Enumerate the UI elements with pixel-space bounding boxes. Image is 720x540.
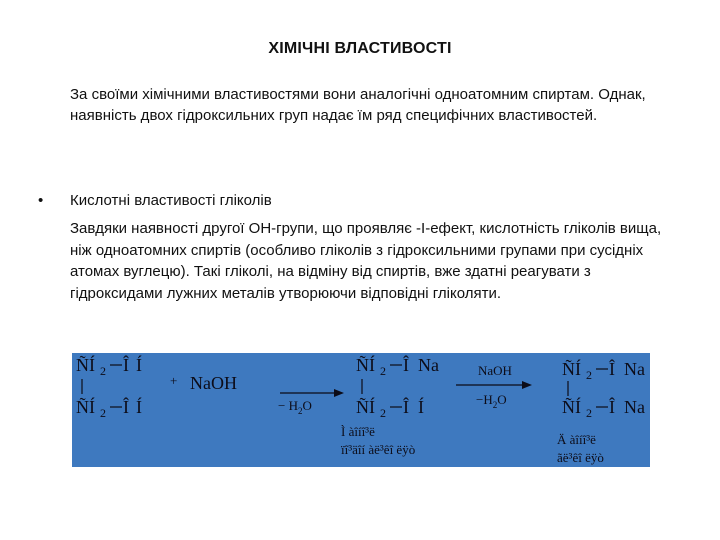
reactant-glycol <box>76 354 142 420</box>
intermediate-monoalkoxide <box>340 354 439 457</box>
intermediate-top-ch: ÑÍ <box>356 355 375 375</box>
intermediate-label-line2: ïî³äîí àë³êî ëÿò <box>341 442 416 457</box>
reactant-top-ch: ÑÍ <box>76 355 95 375</box>
intermediate-bottom-sub: 2 <box>380 406 386 420</box>
reaction-scheme-drawing <box>72 353 650 467</box>
reaction-scheme <box>72 353 650 467</box>
product-top-sub: 2 <box>586 368 592 382</box>
arrow-2-water-loss: $-H_2O$ <box>476 392 507 410</box>
reactant-top-sub: 2 <box>100 364 106 378</box>
bullet-marker: • <box>38 192 44 209</box>
intermediate-top-o: Î <box>403 355 409 375</box>
plus-sign: + <box>170 373 178 388</box>
slide-title: ХІМІЧНІ ВЛАСТИВОСТІ <box>268 40 452 57</box>
reactant-bottom-sub: 2 <box>100 406 106 420</box>
product-dialkoxide <box>557 358 645 465</box>
reactant-top-o: Î <box>123 355 129 375</box>
bullet-heading: Кислотні властивості гліколів <box>70 192 272 209</box>
product-top-o: Î <box>609 359 615 379</box>
reagent-naoh: NaOH <box>190 373 237 393</box>
reactant-top-h: Í <box>136 355 142 375</box>
arrow-1 <box>280 389 344 397</box>
reactant-bottom-h: Í <box>136 397 142 417</box>
intermediate-label-line1: Ì àîíî³ë <box>341 424 375 439</box>
bullet-body: Завдяки наявності другої ОН-групи, що проявляє -І-ефект, кислотність гліколів вища, ніж одноатомних спиртів (особливо гліколів з гідроксильними групами при сусідніх атомах вуглецю). Такі гліколі, на відміну від спиртів, вже здатні реагувати з гідроксидами лужних металів утворюючи відповідні гліколяти. <box>70 220 662 302</box>
product-label-line1: Ä àîíî³ë <box>557 432 596 447</box>
intermediate-bottom-h: Í <box>418 397 424 417</box>
product-bottom-na: Na <box>624 397 645 417</box>
intermediate-bottom-ch: ÑÍ <box>356 397 375 417</box>
arrow-2 <box>456 381 532 389</box>
arrow-1-water-loss: − $H_2O$ <box>278 398 312 416</box>
product-label-line2: ãë³êî ëÿò <box>557 450 604 465</box>
product-top-ch: ÑÍ <box>562 359 581 379</box>
product-bottom-sub: 2 <box>586 406 592 420</box>
product-bottom-o: Î <box>609 397 615 417</box>
product-bottom-ch: ÑÍ <box>562 397 581 417</box>
product-top-na: Na <box>624 359 645 379</box>
intermediate-top-sub: 2 <box>380 364 386 378</box>
intermediate-bottom-o: Î <box>403 397 409 417</box>
reactant-bottom-o: Î <box>123 397 129 417</box>
intro-paragraph: За своїми хімічними властивостями вони аналогічні одноатомним спиртам. Однак, наявність двох гідроксильних груп надає їм ряд специфічних властивостей. <box>70 86 646 124</box>
arrow-2-naoh: NaOH <box>478 363 512 378</box>
intermediate-top-na: Na <box>418 355 439 375</box>
reactant-bottom-ch: ÑÍ <box>76 397 95 417</box>
